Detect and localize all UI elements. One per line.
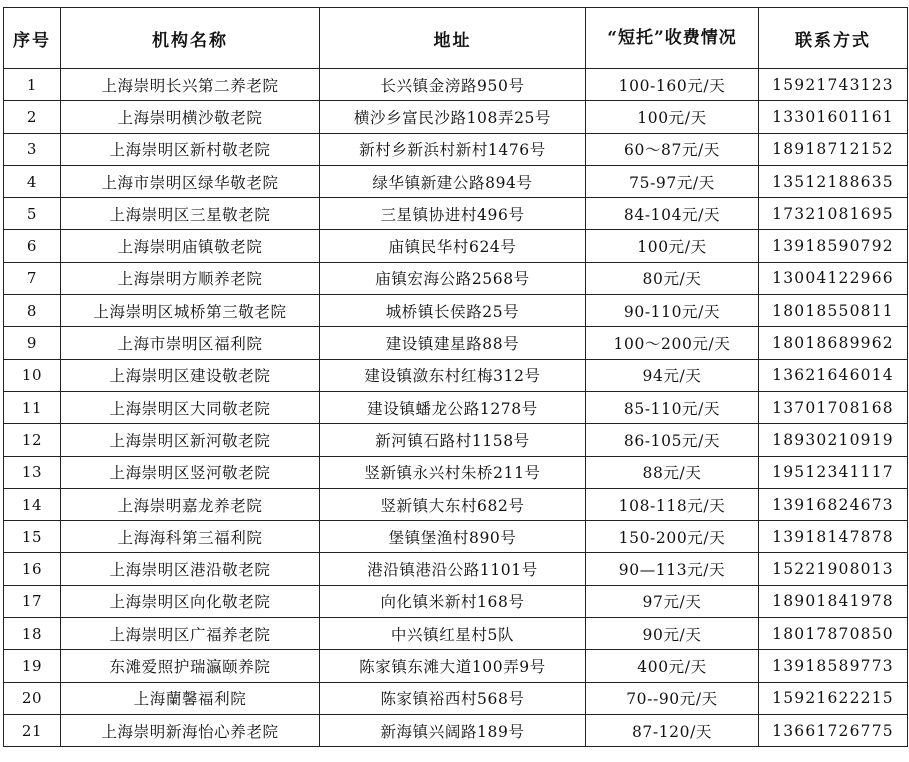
cell-institution-name: 上海市崇明区绿华敬老院 xyxy=(61,165,320,197)
cell-fee: 400元/天 xyxy=(586,650,759,682)
cell-address: 竖新镇大东村682号 xyxy=(320,488,586,520)
cell-fee: 70--90元/天 xyxy=(586,682,759,714)
table-row xyxy=(4,618,908,650)
cell-phone: 18930210919 xyxy=(759,424,908,456)
cell-institution-name: 东滩爱照护瑞瀛颐养院 xyxy=(61,650,320,682)
header-index: 序号 xyxy=(4,8,61,69)
cell-index: 17 xyxy=(4,585,61,617)
header-institution-name: 机构名称 xyxy=(61,8,320,69)
cell-index: 7 xyxy=(4,262,61,294)
cell-index: 1 xyxy=(4,69,61,101)
cell-institution-name: 上海崇明新海怡心养老院 xyxy=(61,714,320,746)
cell-phone: 18018550811 xyxy=(759,295,908,327)
cell-phone: 15921743123 xyxy=(759,69,908,101)
cell-institution-name: 上海崇明嘉龙养老院 xyxy=(61,488,320,520)
cell-address: 横沙乡富民沙路108弄25号 xyxy=(320,101,586,133)
cell-fee: 100元/天 xyxy=(586,101,759,133)
cell-phone: 13918589773 xyxy=(759,650,908,682)
cell-address: 新村乡新浜村新村1476号 xyxy=(320,133,586,165)
cell-index: 9 xyxy=(4,327,61,359)
cell-institution-name: 上海崇明区港沿敬老院 xyxy=(61,553,320,585)
cell-fee: 90元/天 xyxy=(586,618,759,650)
cell-institution-name: 上海崇明区竖河敬老院 xyxy=(61,456,320,488)
cell-index: 2 xyxy=(4,101,61,133)
cell-fee: 150-200元/天 xyxy=(586,521,759,553)
table-row xyxy=(4,424,908,456)
cell-phone: 19512341117 xyxy=(759,456,908,488)
cell-index: 15 xyxy=(4,521,61,553)
table-row xyxy=(4,133,908,165)
table-body xyxy=(4,69,908,747)
cell-index: 8 xyxy=(4,295,61,327)
cell-fee: 87-120/天 xyxy=(586,714,759,746)
header-row xyxy=(4,8,908,69)
cell-address: 城桥镇长侯路25号 xyxy=(320,295,586,327)
cell-fee: 94元/天 xyxy=(586,359,759,391)
cell-fee: 97元/天 xyxy=(586,585,759,617)
cell-index: 16 xyxy=(4,553,61,585)
cell-index: 6 xyxy=(4,230,61,262)
cell-index: 10 xyxy=(4,359,61,391)
cell-phone: 18017870850 xyxy=(759,618,908,650)
cell-address: 庙镇宏海公路2568号 xyxy=(320,262,586,294)
cell-index: 3 xyxy=(4,133,61,165)
table-row xyxy=(4,682,908,714)
cell-fee: 86-105元/天 xyxy=(586,424,759,456)
cell-phone: 17321081695 xyxy=(759,198,908,230)
cell-address: 建设镇潋东村红梅312号 xyxy=(320,359,586,391)
table-row xyxy=(4,553,908,585)
cell-institution-name: 上海崇明长兴第二养老院 xyxy=(61,69,320,101)
cell-address: 中兴镇红星村5队 xyxy=(320,618,586,650)
cell-institution-name: 上海崇明区大同敬老院 xyxy=(61,391,320,423)
cell-fee: 85-110元/天 xyxy=(586,391,759,423)
cell-address: 长兴镇金滂路950号 xyxy=(320,69,586,101)
cell-address: 陈家镇裕西村568号 xyxy=(320,682,586,714)
cell-address: 陈家镇东滩大道100弄9号 xyxy=(320,650,586,682)
cell-phone: 13916824673 xyxy=(759,488,908,520)
cell-address: 建设镇建星路88号 xyxy=(320,327,586,359)
cell-phone: 13301601161 xyxy=(759,101,908,133)
cell-fee: 90—113元/天 xyxy=(586,553,759,585)
cell-institution-name: 上海崇明区三星敬老院 xyxy=(61,198,320,230)
cell-phone: 13621646014 xyxy=(759,359,908,391)
cell-fee: 90-110元/天 xyxy=(586,295,759,327)
cell-institution-name: 上海崇明区建设敬老院 xyxy=(61,359,320,391)
cell-phone: 13918147878 xyxy=(759,521,908,553)
cell-fee: 100-160元/天 xyxy=(586,69,759,101)
cell-index: 14 xyxy=(4,488,61,520)
cell-address: 庙镇民华村624号 xyxy=(320,230,586,262)
cell-institution-name: 上海蘭馨福利院 xyxy=(61,682,320,714)
cell-index: 13 xyxy=(4,456,61,488)
table-row xyxy=(4,650,908,682)
cell-index: 11 xyxy=(4,391,61,423)
cell-fee: 60～87元/天 xyxy=(586,133,759,165)
table-row xyxy=(4,295,908,327)
cell-phone: 13512188635 xyxy=(759,165,908,197)
cell-address: 绿华镇新建公路894号 xyxy=(320,165,586,197)
cell-phone: 15921622215 xyxy=(759,682,908,714)
cell-fee: 80元/天 xyxy=(586,262,759,294)
table-row xyxy=(4,456,908,488)
table-row xyxy=(4,521,908,553)
cell-institution-name: 上海崇明区新河敬老院 xyxy=(61,424,320,456)
cell-index: 5 xyxy=(4,198,61,230)
cell-index: 12 xyxy=(4,424,61,456)
cell-fee: 75-97元/天 xyxy=(586,165,759,197)
cell-institution-name: 上海崇明区向化敬老院 xyxy=(61,585,320,617)
cell-phone: 13661726775 xyxy=(759,714,908,746)
cell-index: 19 xyxy=(4,650,61,682)
header-address: 地址 xyxy=(320,8,586,69)
cell-phone: 18918712152 xyxy=(759,133,908,165)
cell-institution-name: 上海崇明区城桥第三敬老院 xyxy=(61,295,320,327)
cell-phone: 13701708168 xyxy=(759,391,908,423)
table-row xyxy=(4,714,908,746)
table-row xyxy=(4,101,908,133)
table-row xyxy=(4,488,908,520)
header-contact: 联系方式 xyxy=(759,8,908,69)
cell-address: 新河镇石路村1158号 xyxy=(320,424,586,456)
cell-fee: 88元/天 xyxy=(586,456,759,488)
cell-address: 堡镇堡渔村890号 xyxy=(320,521,586,553)
cell-address: 竖新镇永兴村朱桥211号 xyxy=(320,456,586,488)
header-short-stay-fee: “短托”收费情况 xyxy=(586,8,759,69)
table-row xyxy=(4,359,908,391)
cell-address: 港沿镇港沿公路1101号 xyxy=(320,553,586,585)
cell-phone: 15221908013 xyxy=(759,553,908,585)
cell-phone: 13004122966 xyxy=(759,262,908,294)
cell-phone: 18018689962 xyxy=(759,327,908,359)
table-header xyxy=(4,8,908,69)
cell-fee: 100～200元/天 xyxy=(586,327,759,359)
cell-index: 21 xyxy=(4,714,61,746)
cell-address: 建设镇蟠龙公路1278号 xyxy=(320,391,586,423)
table-row xyxy=(4,69,908,101)
cell-institution-name: 上海崇明横沙敬老院 xyxy=(61,101,320,133)
cell-phone: 13918590792 xyxy=(759,230,908,262)
cell-phone: 18901841978 xyxy=(759,585,908,617)
cell-institution-name: 上海崇明区新村敬老院 xyxy=(61,133,320,165)
cell-institution-name: 上海崇明方顺养老院 xyxy=(61,262,320,294)
cell-fee: 84-104元/天 xyxy=(586,198,759,230)
table-row xyxy=(4,198,908,230)
nursing-home-table xyxy=(3,7,908,747)
cell-fee: 100元/天 xyxy=(586,230,759,262)
cell-index: 18 xyxy=(4,618,61,650)
table-row xyxy=(4,391,908,423)
cell-address: 向化镇米新村168号 xyxy=(320,585,586,617)
cell-institution-name: 上海崇明庙镇敬老院 xyxy=(61,230,320,262)
table-row xyxy=(4,327,908,359)
cell-index: 20 xyxy=(4,682,61,714)
table-row xyxy=(4,585,908,617)
cell-fee: 108-118元/天 xyxy=(586,488,759,520)
table-row xyxy=(4,165,908,197)
cell-institution-name: 上海海科第三福利院 xyxy=(61,521,320,553)
table-row xyxy=(4,262,908,294)
cell-index: 4 xyxy=(4,165,61,197)
cell-institution-name: 上海市崇明区福利院 xyxy=(61,327,320,359)
cell-institution-name: 上海崇明区广福养老院 xyxy=(61,618,320,650)
cell-address: 新海镇兴阔路189号 xyxy=(320,714,586,746)
table-row xyxy=(4,230,908,262)
cell-address: 三星镇协进村496号 xyxy=(320,198,586,230)
